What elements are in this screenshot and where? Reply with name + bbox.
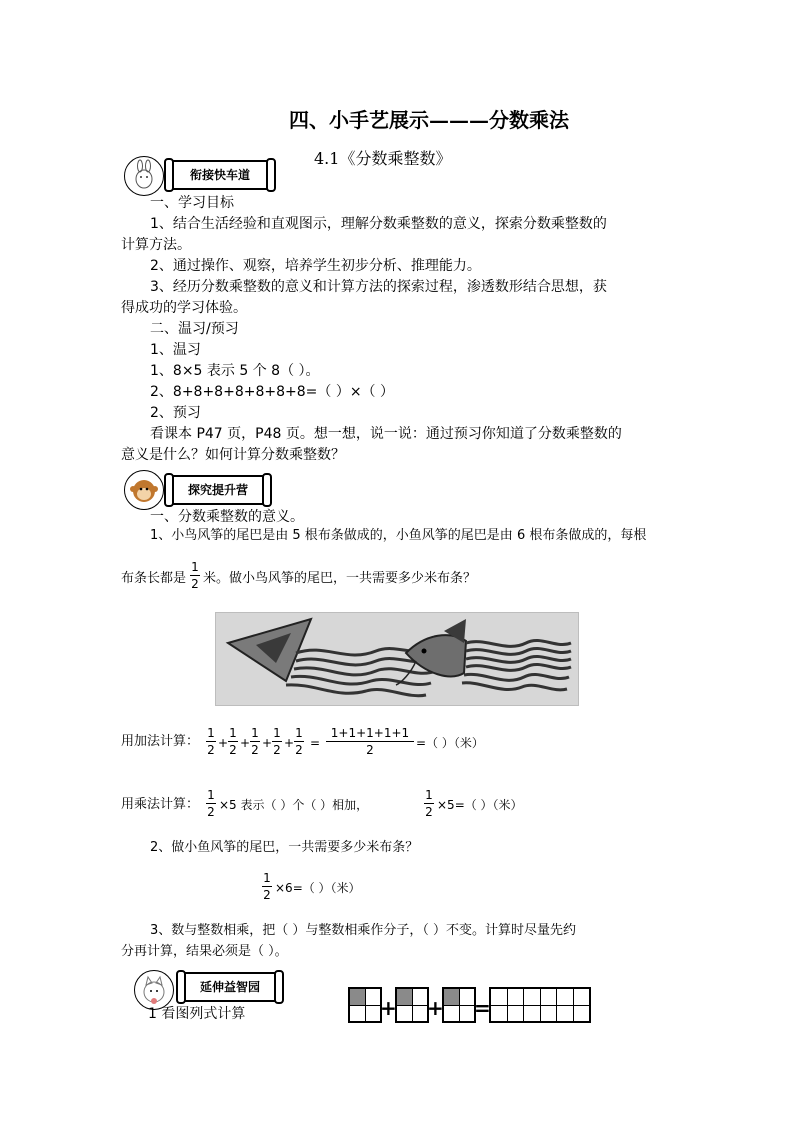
section-banner-bridge: 衔接快车道 — [170, 160, 270, 190]
fraction-half: 1 2 — [191, 560, 199, 591]
review-heading: 二、温习/预习 — [150, 321, 239, 337]
grid-box-1 — [348, 987, 382, 1023]
fraction-half: 1 2 — [263, 871, 271, 902]
fraction-half: 1 2 — [207, 788, 215, 819]
plus-sign: + — [262, 736, 273, 750]
review-sub-1: 1、温习 — [150, 342, 201, 358]
grid-box-2 — [395, 987, 429, 1023]
goal-item-1: 1、结合生活经验和直观图示，理解分数乘整数的意义，探索分数乘整数的 — [150, 216, 607, 232]
grid-box-3 — [442, 987, 476, 1023]
page-title: 四、小手艺展示———分数乘法 — [289, 108, 569, 132]
problem-2-text: 2、做小鱼风筝的尾巴，一共需要多少米布条？ — [150, 840, 419, 855]
preview-text-cont: 意义是什么？如何计算分数乘整数？ — [121, 447, 345, 463]
plus-sign: + — [218, 736, 229, 750]
goal-item-2: 2、通过操作、观察，培养学生初步分析、推理能力。 — [150, 258, 481, 274]
equals-sign: = — [310, 736, 321, 750]
fraction-half: 1 2 — [207, 726, 215, 757]
problem-1-text-pre: 布条长都是 — [121, 571, 187, 586]
goal-item-3-cont: 得成功的学习体验。 — [121, 300, 247, 316]
grid-box-result — [489, 987, 591, 1023]
fraction-half: 1 2 — [229, 726, 237, 757]
multiplication-result: ×5=（ ）（米） — [437, 798, 523, 812]
fraction-half: 1 2 — [295, 726, 303, 757]
section-banner-extend: 延伸益智园 — [182, 972, 278, 1002]
grid-shaded-cell — [397, 989, 412, 1005]
addition-result: =（ ）（米） — [416, 736, 484, 750]
fraction-sum: 1+1+1+1+1 2 — [326, 726, 414, 757]
multiplication-meaning: ×5 表示（ ）个（ ）相加， — [219, 798, 369, 812]
goal-item-1-cont: 计算方法。 — [121, 237, 191, 253]
plus-sign: + — [284, 736, 295, 750]
review-sub-2: 2、预习 — [150, 405, 201, 421]
fraction-half: 1 2 — [425, 788, 433, 819]
problem-1-text: 1、小鸟风筝的尾巴是由 5 根布条做成的，小鱼风筝的尾巴是由 6 根布条做成的，每根 — [150, 528, 647, 543]
explore-heading: 一、分数乘整数的意义。 — [150, 509, 304, 525]
problem-3-text: 3、数与整数相乘，把（ ）与整数相乘作分子，（ ）不变。计算时尽量先约 — [150, 923, 577, 938]
problem-1-text-post: 米。做小鸟风筝的尾巴，一共需要多少米布条？ — [203, 571, 477, 586]
addition-label: 用加法计算： — [121, 734, 200, 749]
problem-2-calc: ×6=（ ）（米） — [275, 881, 361, 895]
kite-illustration — [215, 612, 579, 706]
grid-shaded-cell — [350, 989, 365, 1005]
fraction-half: 1 2 — [251, 726, 259, 757]
section-banner-explore: 探究提升营 — [170, 475, 266, 505]
fraction-half: 1 2 — [273, 726, 281, 757]
monkey-avatar-icon — [124, 470, 164, 510]
equals-sign: = — [474, 996, 491, 1020]
plus-sign: + — [427, 996, 444, 1020]
multiplication-label: 用乘法计算： — [121, 797, 200, 812]
goal-item-3: 3、经历分数乘整数的意义和计算方法的探索过程，渗透数形结合思想，获 — [150, 279, 607, 295]
review-question-2: 2、8+8+8+8+8+8+8=（ ）×（ ） — [150, 384, 395, 400]
rabbit-avatar-icon — [124, 156, 164, 196]
plus-sign: + — [380, 996, 397, 1020]
lesson-subtitle: 4.1《分数乘整数》 — [314, 149, 452, 168]
preview-text: 看课本 P47 页，P48 页。想一想，说一说：通过预习你知道了分数乘整数的 — [150, 426, 622, 442]
extend-question-1: 1 看图列式计算 — [148, 1006, 246, 1022]
review-question-1: 1、8×5 表示 5 个 8（ ）。 — [150, 363, 320, 379]
plus-sign: + — [240, 736, 251, 750]
problem-3-text-cont: 分再计算，结果必须是（ ）。 — [121, 944, 288, 959]
grid-shaded-cell — [444, 989, 459, 1005]
goals-heading: 一、学习目标 — [150, 195, 234, 211]
